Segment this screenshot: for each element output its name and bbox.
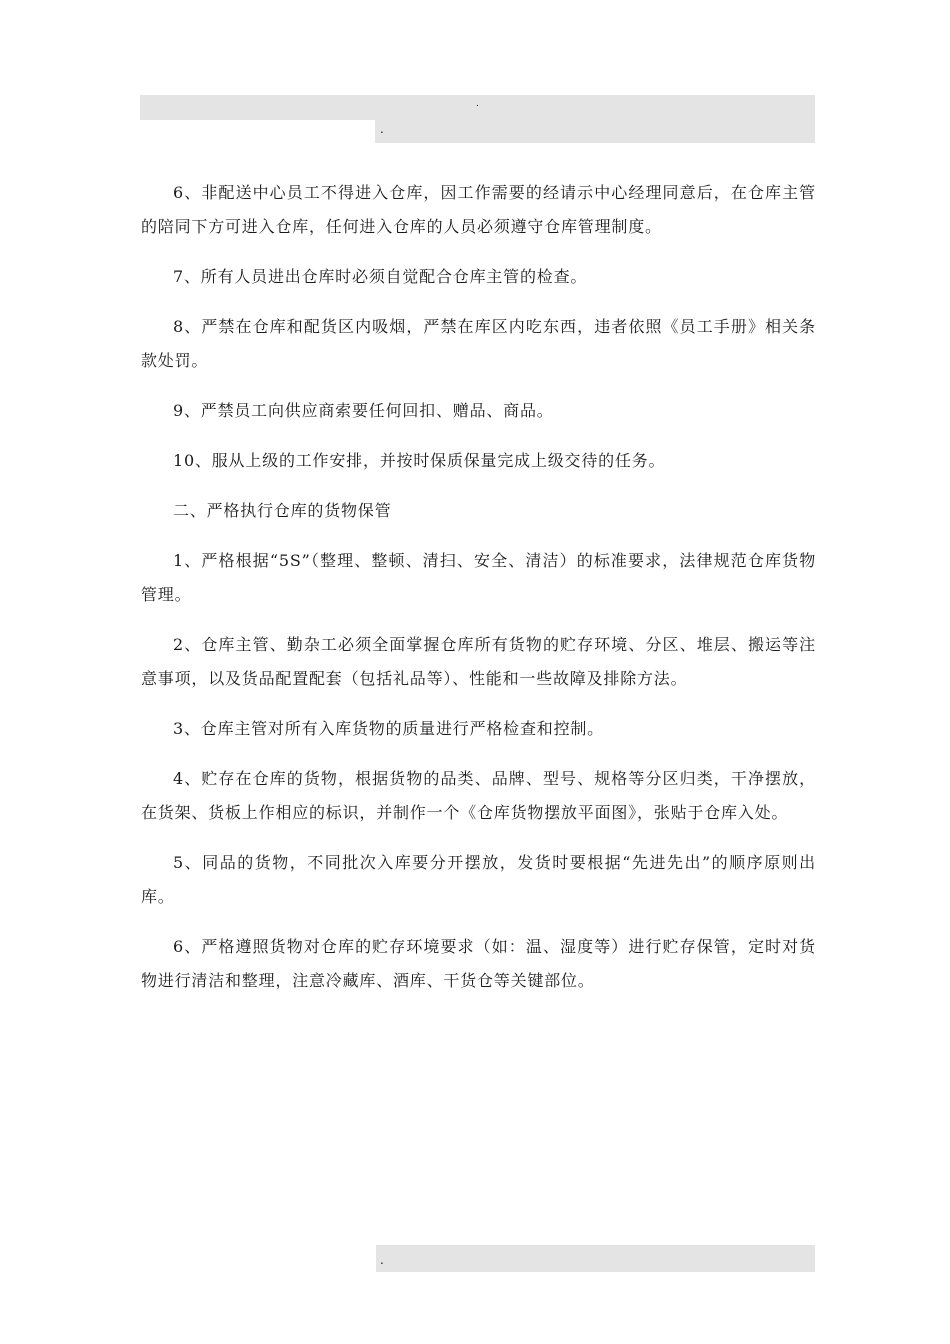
paragraph: 7、所有人员进出仓库时必须自觉配合仓库主管的检查。: [173, 267, 588, 286]
page-footer: [376, 1245, 815, 1272]
paragraph: 8、严禁在仓库和配货区内吸烟，严禁在库区内吃东西，违者依照《员工手册》相关条款处罚。: [141, 317, 816, 370]
paragraph: 10、服从上级的工作安排，并按时保质保量完成上级交待的任务。: [173, 451, 666, 470]
header-bar-bottom: [375, 120, 815, 143]
header-dot-top: .: [476, 99, 479, 109]
section-heading: 二、严格执行仓库的货物保管: [173, 501, 392, 520]
paragraph: 4、贮存在仓库的货物，根据货物的品类、品牌、型号、规格等分区归类，干净摆放，在货架、货板上作相应的标识，并制作一个《仓库货物摆放平面图》，张贴于仓库入处。: [141, 769, 816, 822]
footer-dot: .: [380, 1253, 384, 1267]
paragraph: 6、非配送中心员工不得进入仓库，因工作需要的经请示中心经理同意后，在仓库主管的陪同下方可进入仓库，任何进入仓库的人员必须遵守仓库管理制度。: [141, 183, 816, 236]
header-dot-bottom: .: [380, 122, 384, 136]
document-body: [141, 176, 816, 1014]
paragraph: 6、严格遵照货物对仓库的贮存环境要求（如：温、湿度等）进行贮存保管，定时对货物进行清洁和整理，注意冷藏库、酒库、干货仓等关键部位。: [141, 937, 816, 990]
paragraph: 1、严格根据“5S”（整理、整顿、清扫、安全、清洁）的标准要求，法律规范仓库货物管理。: [141, 551, 816, 604]
paragraph: 2、仓库主管、勤杂工必须全面掌握仓库所有货物的贮存环境、分区、堆层、搬运等注意事项，以及货品配置配套（包括礼品等）、性能和一些故障及排除方法。: [141, 635, 816, 688]
paragraph: 3、仓库主管对所有入库货物的质量进行严格检查和控制。: [173, 719, 604, 738]
paragraph: 9、严禁员工向供应商索要任何回扣、赠品、商品。: [173, 401, 554, 420]
paragraph: 5、同品的货物，不同批次入库要分开摆放，发货时要根据“先进先出”的顺序原则出库。: [141, 853, 816, 906]
